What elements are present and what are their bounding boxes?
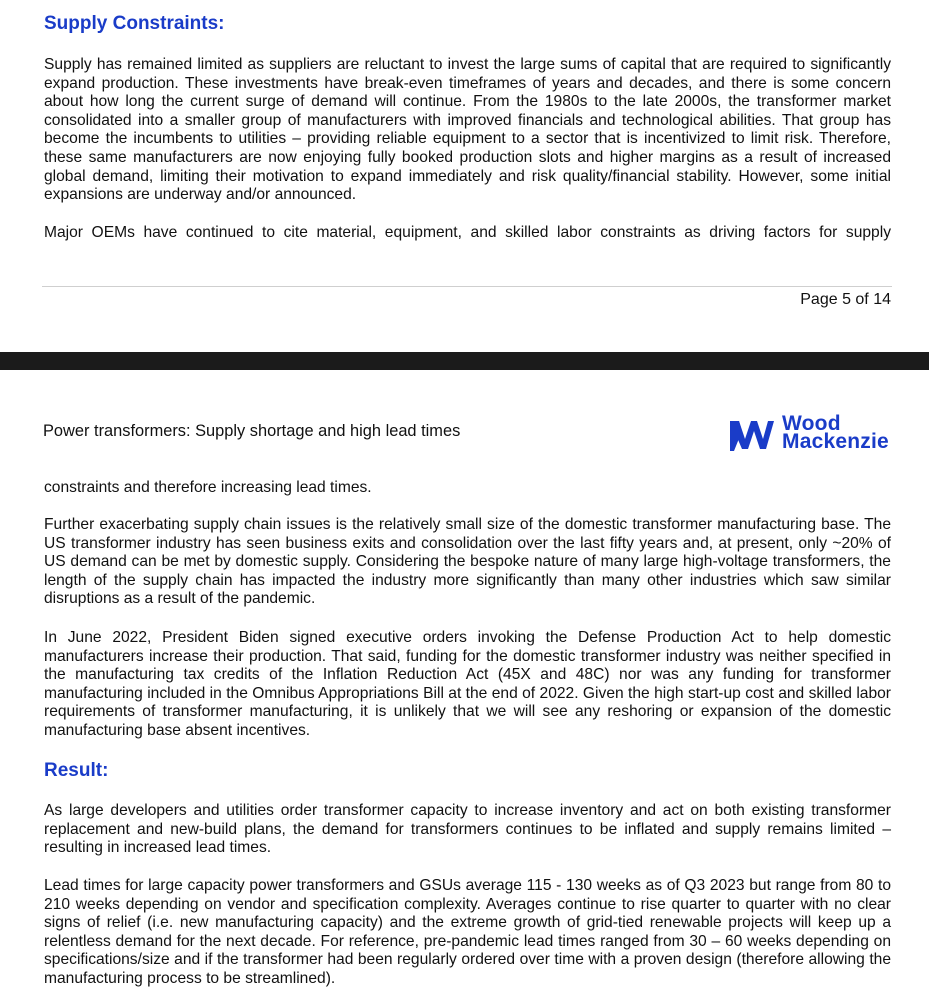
- logo-wordmark: [782, 412, 889, 453]
- paragraph-demand-inflated: As large developers and utilities order transformer capacity to increase inventory and act on both existing transformer replacement and new-build plans, the demand for transformers continues to be inflated and supply remains limited – resulting in increased lead times.: [44, 802, 891, 857]
- page-separator: [0, 352, 929, 370]
- logo-line-2: Mackenzie: [782, 430, 889, 453]
- wood-mackenzie-logo: [730, 412, 900, 455]
- logo-line-1: Wood: [782, 412, 841, 435]
- document-page-5: [0, 0, 929, 352]
- footer-divider: [42, 286, 892, 287]
- paragraph-defense-production-act: In June 2022, President Biden signed executive orders invoking the Defense Production Act to help domestic manufacturers increase their production. That said, funding for the domestic transformer industry was neither specified in the manufacturing tax credits of the Inflation Reduction Act (45X and 48C) nor was any funding for transformer manufacturing included in the Omnibus Appropriations Bill at the end of 2022. Given the high start-up cost and skilled labor requirements of transformer manufacturing, it is unlikely that we will see any reshoring or expansion of the domestic manufacturing base absent incentives.: [44, 629, 891, 739]
- section-heading-supply-constraints: Supply Constraints:: [44, 13, 225, 34]
- paragraph-supply-constraints: Supply has remained limited as suppliers are reluctant to invest the large sums of capital that are required to significantly expand production. These investments have break-even timeframes of years and decades, and there is some concern about how long the current surge of demand will continue. From the 1980s to the late 2000s, the transformer market consolidated into a smaller group of manufacturers with improved financials and technological abilities. That group has become the incumbents to utilities – providing reliable equipment to a sector that is incentivized to limit risk. Therefore, these same manufacturers are now enjoying fully booked production slots and higher margins as a result of increased global demand, limiting their motivation to expand immediately and risk quality/financial stability. However, some initial expansions are underway and/or announced.: [44, 56, 891, 204]
- paragraph-domestic-base: Further exacerbating supply chain issues is the relatively small size of the domestic transformer manufacturing base. The US transformer industry has seen business exits and consolidation over the last fifty years and, at present, only ~20% of US demand can be met by domestic supply. Considering the bespoke nature of many large high-voltage transformers, the length of the supply chain has impacted the industry more significantly than many other industries which saw similar disruptions as a result of the pandemic.: [44, 516, 891, 608]
- page-number: Page 5 of 14: [800, 291, 891, 308]
- page-header-title: Power transformers: Supply shortage and high lead times: [43, 422, 461, 440]
- wood-mackenzie-logo-icon: [730, 417, 774, 451]
- document-page-6: [0, 370, 929, 1000]
- section-heading-result: Result:: [44, 760, 109, 781]
- paragraph-lead-times: Lead times for large capacity power transformers and GSUs average 115 - 130 weeks as of Q3 2023 but range from 80 to 210 weeks depending on vendor and specification complexity. Averages continue to rise quarter to quarter with no clear signs of relief (i.e. new manufacturing capacity) and the extreme growth of grid-tied renewable projects will keep up a relentless demand for the next decade. For reference, pre-pandemic lead times ranged from 30 – 60 weeks depending on specifications/size and if the transformer had been regularly ordered over time with a proven design (therefore allowing the manufacturing process to be streamlined).: [44, 877, 891, 987]
- paragraph-continuation: constraints and therefore increasing lead times.: [44, 479, 372, 496]
- paragraph-oem-constraints: Major OEMs have continued to cite material, equipment, and skilled labor constraints as driving factors for supply: [44, 224, 891, 241]
